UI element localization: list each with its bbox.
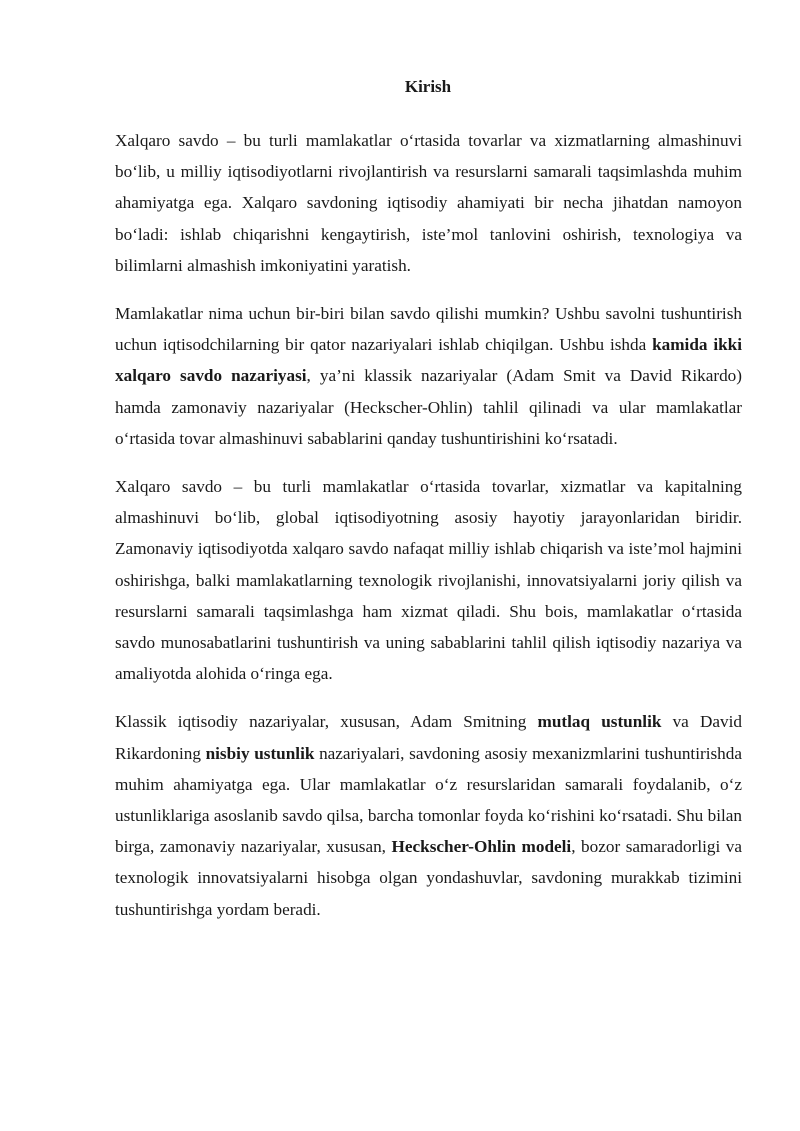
text-run: va David Rikardoning <box>115 712 742 763</box>
bold-term: nisbiy ustunlik <box>205 743 315 763</box>
text-run: Xalqaro savdo – bu turli mamlakatlar oʻrtasida tovarlar, xizmatlar va kapitalning almashinuvi boʻlib, global iqtisodiyotning asosiy hayotiy jarayonlaridan biridir. Zamonaviy iqtisodiyotda xalqaro savdo nafaqat milliy ishlab chiqarish va iste’mol hajmini oshirishga, balki mamlakatlarning texnologik rivojlanishi, innovatsiyalarni joriy qilish va resurslarni samarali taqsimlashga ham xizmat qiladi. Shu bois, mamlakatlar oʻrtasida savdo munosabatlarini tushuntirish va uning sabablarini tahlil qilish iqtisodiy nazariya va amaliyotda alohida oʻringa ega. <box>115 477 742 684</box>
paragraph <box>115 471 742 689</box>
paragraph <box>115 706 742 924</box>
paragraph <box>115 125 742 281</box>
bold-term: Heckscher-Ohlin modeli <box>391 837 572 857</box>
text-run: , ya’ni klassik nazariyalar (Adam Smit va David Rikardo) hamda zamonaviy nazariyalar (Heckscher-Ohlin) tahlil qilinadi va ular mamlakatlar oʻrtasida tovar almashinuvi sabablarini qanday tushuntirishini koʻrsatadi. <box>115 366 742 448</box>
text-run: Mamlakatlar nima uchun bir-biri bilan savdo qilishi mumkin? Ushbu savolni tushuntirish uchun iqtisodchilarning bir qator nazariyalari ishlab chiqilgan. Ushbu ishda <box>115 304 742 355</box>
bold-term: kamida ikki xalqaro savdo nazariyasi <box>115 335 742 386</box>
bold-term: mutlaq ustunlik <box>537 712 662 732</box>
text-run: , bozor samaradorligi va texnologik innovatsiyalarni hisobga olgan yondashuvlar, savdoning murakkab tizimini tushuntirishga yordam beradi. <box>115 837 743 919</box>
text-run: Xalqaro savdo – bu turli mamlakatlar oʻrtasida tovarlar va xizmatlarning almashinuvi boʻlib, u milliy iqtisodiyotlarni rivojlantirish va resurslarni samarali taqsimlashda muhim ahamiyatga ega. Xalqaro savdoning iqtisodiy ahamiyati bir necha jihatdan namoyon boʻladi: ishlab chiqarishni kengaytirish, iste’mol tanlovini oshirish, texnologiya va bilimlarni almashish imkoniyatini yaratish. <box>115 131 742 275</box>
paragraph <box>115 298 742 454</box>
text-run: Klassik iqtisodiy nazariyalar, xususan, Adam Smitning <box>115 712 538 732</box>
text-run: nazariyalari, savdoning asosiy mexanizmlarini tushuntirishda muhim ahamiyatga ega. Ular mamlakatlar oʻz resurslaridan samarali foydalanib, oʻz ustunliklariga asoslanib savdo qilsa, barcha tomonlar foyda koʻrishini koʻrsatadi. Shu bilan birga, zamonaviy nazariyalar, xususan, <box>115 743 742 857</box>
document-body <box>115 125 742 942</box>
page-title: Kirish <box>404 77 452 96</box>
